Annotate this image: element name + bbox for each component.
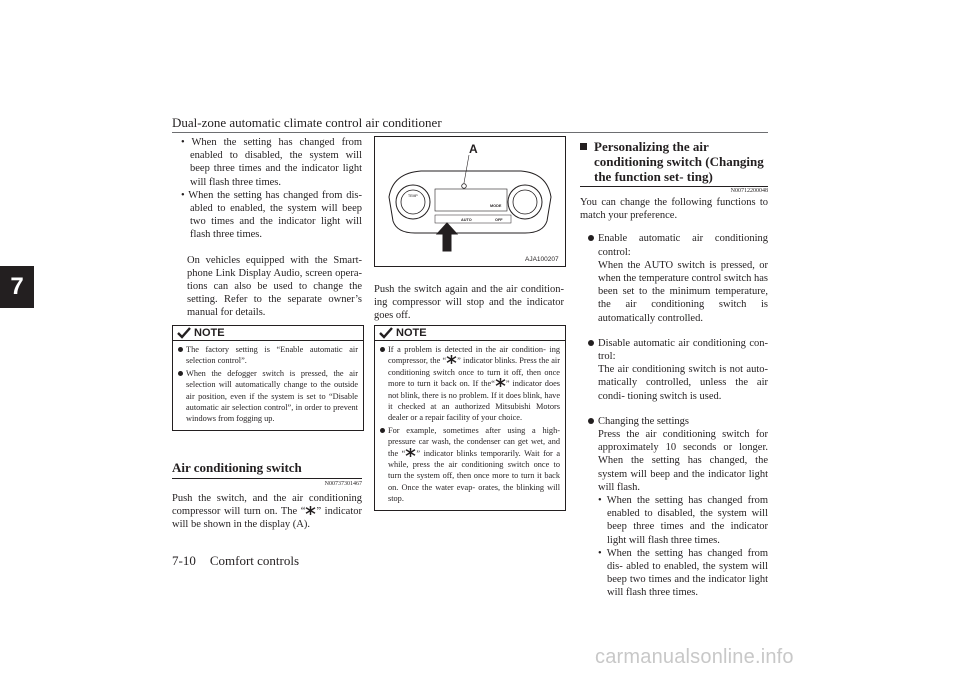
ac-snowflake-icon	[405, 448, 416, 457]
header-rule	[172, 132, 768, 133]
right-item-2-title: Disable automatic air conditioning con- trol:	[598, 337, 768, 363]
middle-note-item-1	[380, 344, 560, 424]
callout-a-label: A	[469, 142, 478, 156]
left-column	[172, 136, 362, 320]
left-note-item-1-text: The factory setting is “Enable automatic air selection control”.	[186, 345, 358, 366]
middle-note-box	[374, 325, 566, 511]
right-section-rule	[580, 186, 768, 187]
left-note-box	[172, 325, 364, 431]
ac-snowflake-icon	[305, 506, 316, 515]
section-square-icon	[580, 143, 587, 150]
right-item-2-body: The air conditioning switch is not auto- matically controlled, unless the air condi- tioning switch is used.	[598, 364, 768, 402]
right-item-3-title: Changing the settings	[598, 415, 689, 427]
page-header-title: Dual-zone automatic climate control air conditioner	[172, 115, 442, 130]
left-section-rule	[172, 478, 362, 479]
footer-page-number: 7-10	[172, 553, 196, 568]
chapter-tab: 7	[0, 266, 34, 308]
left-note-item-2	[178, 368, 358, 425]
ac-snowflake-icon	[446, 355, 457, 364]
left-note-item-2-text: When the defogger switch is pressed, the air selection will automatically change to the outside air position, even if the system is set to “Disable automatic air selection control”, in order to prevent windows from fogging up.	[186, 368, 358, 424]
left-bullet-2-text: • When the setting has changed from dis- abled to enabled, the system will beep two times and the indicator light will flash three times.	[181, 189, 362, 241]
middle-note-body	[375, 341, 565, 510]
middle-note-item-2-a: For example, sometimes after using a high- pressure car wash, the condenser can get wet, and the “	[388, 425, 560, 458]
middle-note-item-1-c: ” indicator does not blink, there is no problem. If it does blink, have it checked at an authorized Mitsubishi Motors dealer or a repair facility of your choice.	[388, 379, 561, 423]
left-section-code: N00737301467	[324, 481, 362, 487]
image-code: AJA100207	[525, 256, 559, 263]
right-sub-bullet-1: • When the setting has changed from enabled to disabled, the system will beep three times and the indicator light will flash three times.	[598, 495, 768, 546]
left-bullet-1	[172, 136, 362, 189]
right-item-1-body: When the AUTO switch is pressed, or when the temperature control switch has been set to the minimum temperature, the air conditioning switch is automatically controlled.	[598, 259, 768, 324]
left-paragraph: On vehicles equipped with the Smart- phone Link Display Audio, screen opera- tions can also be used to change the setting. Refer to the separate owner’s manual for details.	[187, 254, 362, 319]
middle-paragraph-text: Push the switch again and the air condition- ing compressor will stop and the indicator goes off.	[374, 284, 564, 322]
right-item-1-title: Enable automatic air conditioning control:	[598, 233, 768, 258]
ac-snowflake-icon	[495, 378, 506, 387]
right-section-heading	[580, 139, 768, 184]
temp-button-label: TEMP	[408, 194, 418, 198]
right-section-title: Personalizing the air conditioning switch (Changing the function set- ting)	[594, 139, 764, 184]
left-bullet-2	[172, 189, 362, 242]
left-body-text-before: Push the switch, and the air conditioning compressor will turn on. The “	[172, 493, 362, 518]
middle-note-item-1-b: ” indicator blinks. Press the air conditioning switch once to turn it off, then once more to turn it back on. If the“	[388, 356, 560, 389]
left-note-header	[173, 326, 363, 341]
left-note-item-1	[178, 344, 358, 367]
note-check-icon	[177, 327, 191, 339]
right-item-1	[588, 232, 768, 324]
right-intro: You can change the following functions to match your preference.	[580, 197, 768, 222]
ac-panel-drawing	[375, 137, 565, 266]
note-check-icon	[379, 327, 393, 339]
right-sub-bullet-2: • When the setting has changed from dis- abled to enabled, the system will beep two times and the indicator light will flash three times.	[598, 547, 768, 599]
ac-panel-illustration	[374, 136, 566, 267]
left-section-title: Air conditioning switch	[172, 460, 302, 475]
middle-note-item-2	[380, 425, 560, 505]
left-note-body	[173, 341, 363, 430]
left-bullet-1-text: • When the setting has changed from enabled to disabled, the system will beep three times and the indicator light will flash three times.	[181, 137, 362, 188]
right-column-body	[580, 196, 768, 600]
middle-note-item-1-a: If a problem is detected in the air condition- ing compressor, the “	[388, 345, 560, 366]
right-item-3	[588, 415, 768, 600]
watermark[interactable]: carmanualsonline.info	[595, 646, 794, 668]
left-note-label: NOTE	[194, 327, 225, 339]
auto-button-label: AUTO	[461, 218, 472, 222]
left-body-text-after: ” indicator will be shown in the display (A).	[172, 506, 362, 531]
right-section-code: N00712200048	[730, 188, 768, 194]
footer-section: Comfort controls	[209, 553, 300, 568]
mode-button-label: MODE	[490, 204, 502, 208]
page-footer	[172, 553, 299, 569]
middle-note-label: NOTE	[396, 327, 427, 339]
right-item-3-body: Press the air conditioning switch for approximately 10 seconds or longer. When the setting has changed, the system will beep and the indicator light will flash.	[598, 429, 768, 493]
left-body-paragraph	[172, 492, 362, 532]
right-item-2	[588, 337, 768, 403]
middle-note-header	[375, 326, 565, 341]
middle-note-item-2-b: ” indicator blinks temporarily. Wait for a while, press the air conditioning switch once to turn the system off, then once more to turn it back on. Once the water evap- orates, the blinking will stop.	[388, 448, 560, 504]
off-button-label: OFF	[495, 218, 503, 222]
middle-paragraph	[374, 283, 564, 323]
